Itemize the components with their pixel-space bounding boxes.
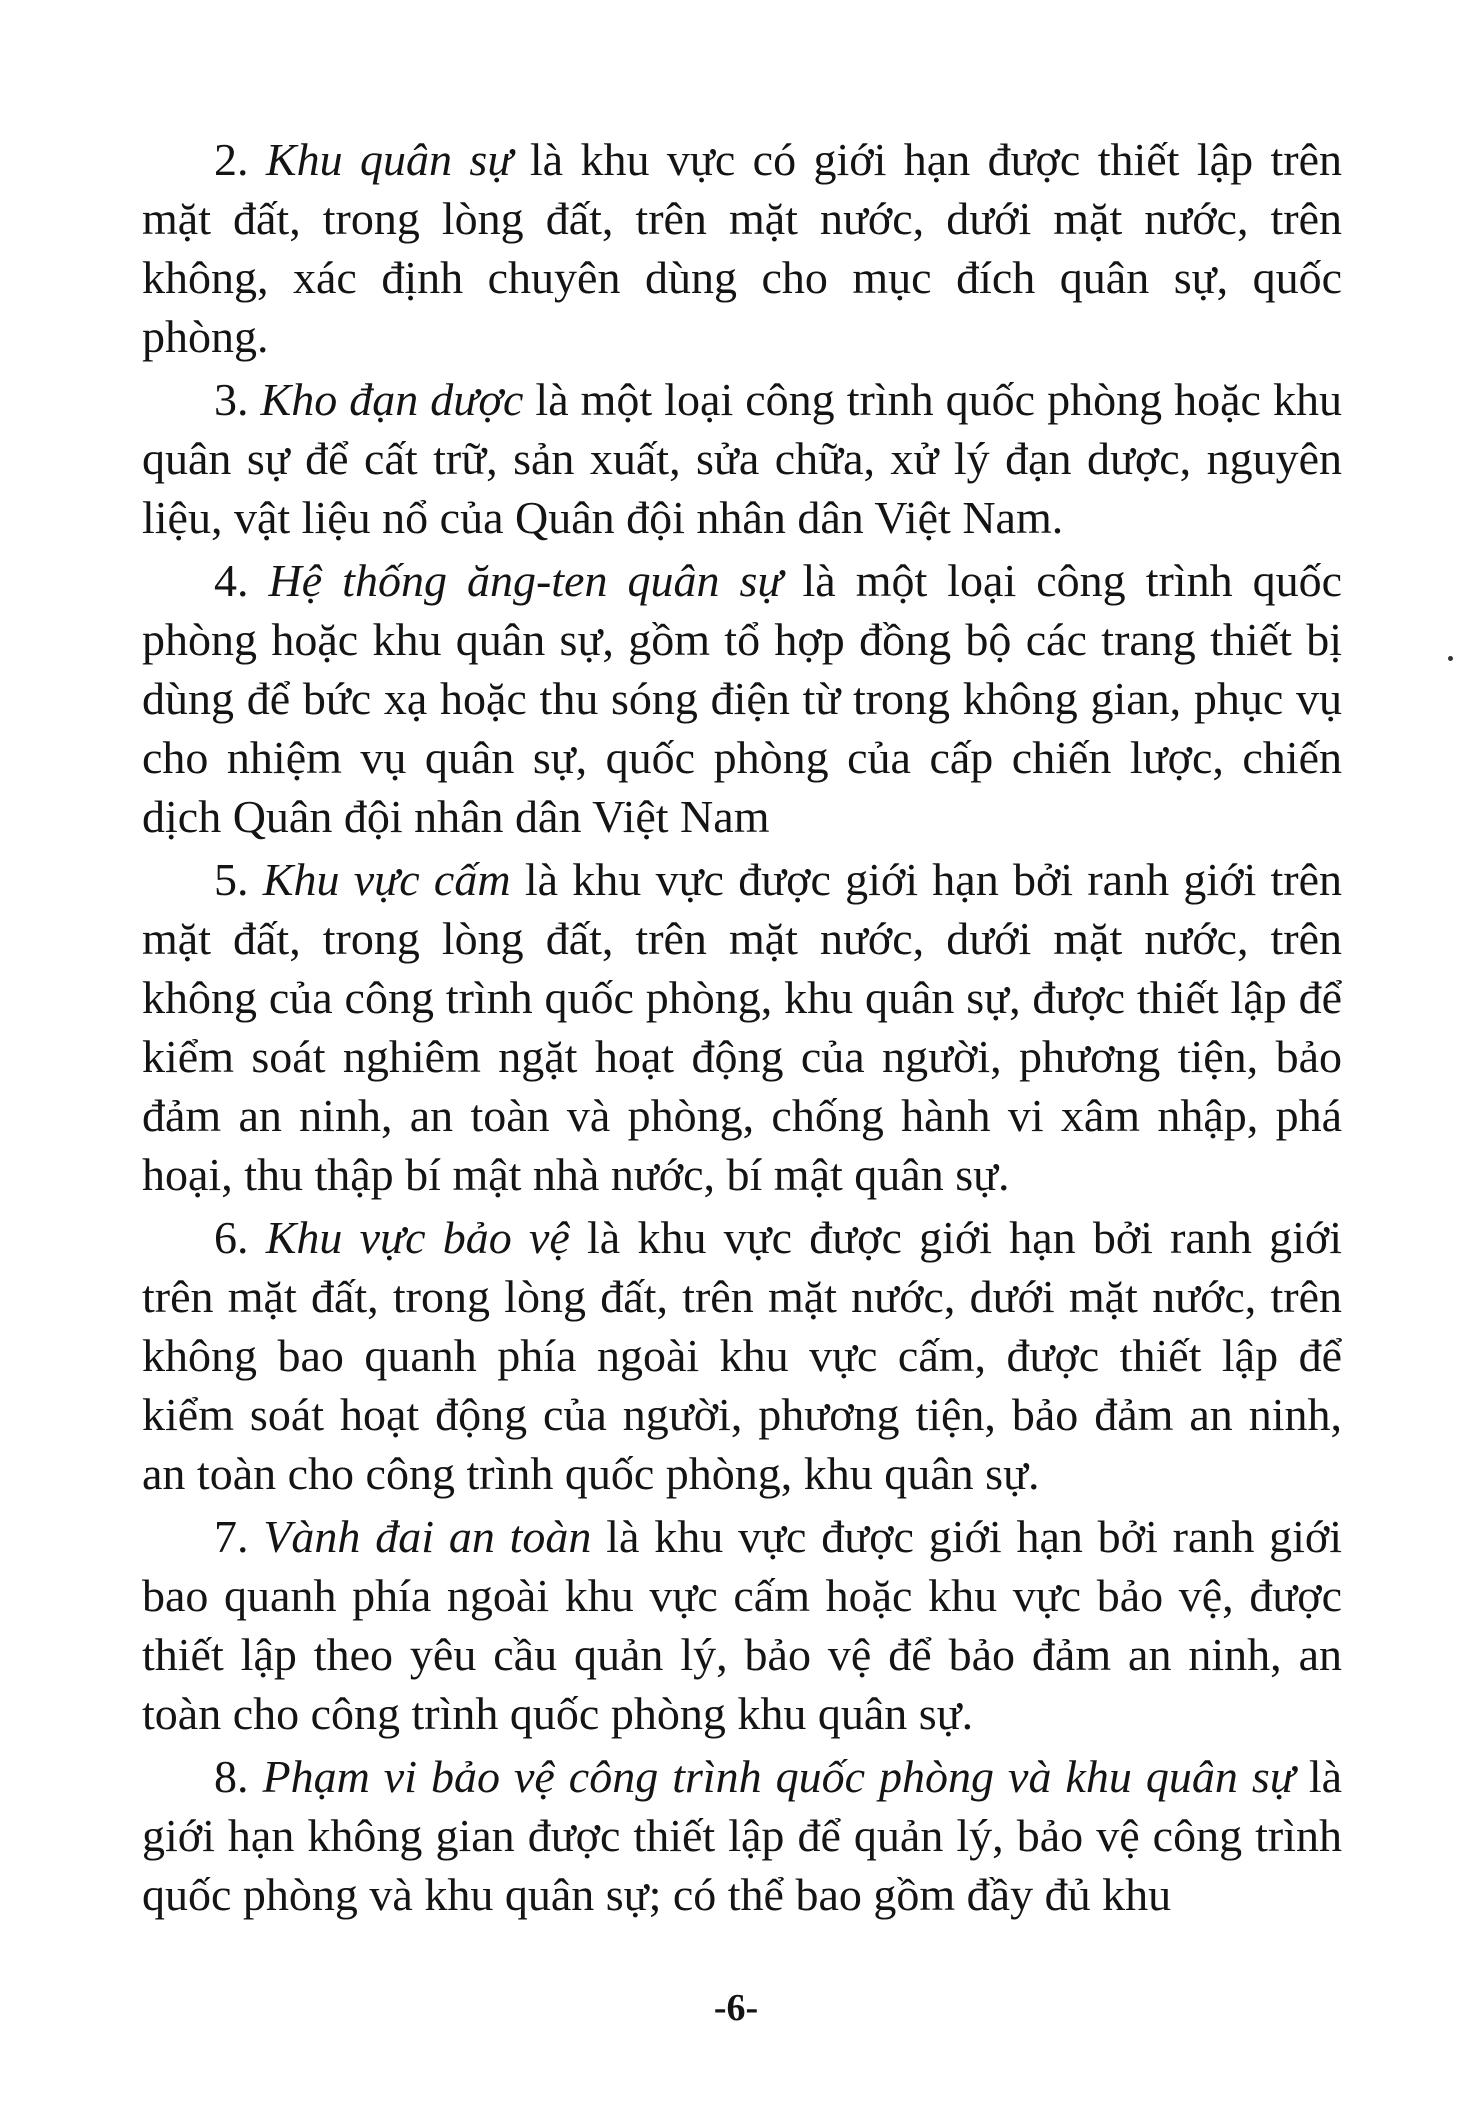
item-number: 4. xyxy=(214,555,249,606)
page-number: -6- xyxy=(713,1987,759,2029)
definition-paragraph-8 xyxy=(142,1747,1342,1924)
definition-paragraph-7 xyxy=(142,1507,1342,1743)
item-number: 7. xyxy=(214,1511,249,1562)
defined-term: Khu vực cấm xyxy=(262,854,511,905)
definition-paragraph-4 xyxy=(142,551,1342,846)
definition-text: là một loại công trình quốc phòng hoặc khu quân sự để cất trữ, sản xuất, sửa chữa, xử lý đạn dược, nguyên liệu, vật liệu nổ của Quân đội nhân dân Việt Nam. xyxy=(142,374,1343,543)
defined-term: Khu quân sự xyxy=(265,134,513,185)
definition-text: là khu vực được giới hạn bởi ranh giới trên mặt đất, trong lòng đất, trên mặt nước, dưới mặt nước, trên không bao quanh phía ngoài khu vực cấm, được thiết lập để kiểm soát hoạt động của người, phương tiện, bảo đảm an ninh, an toàn cho công trình quốc phòng, khu quân sự. xyxy=(142,1212,1343,1499)
defined-term: Hệ thống ăng-ten quân sự xyxy=(268,555,783,606)
item-number: 2. xyxy=(214,134,249,185)
definition-paragraph-6 xyxy=(142,1208,1342,1503)
definition-paragraph-3 xyxy=(142,370,1342,547)
item-number: 8. xyxy=(214,1751,249,1802)
item-number: 3. xyxy=(214,374,249,425)
defined-term: Khu vực bảo vệ xyxy=(265,1212,570,1263)
item-number: 6. xyxy=(214,1212,249,1263)
defined-term: Kho đạn dược xyxy=(260,374,524,425)
defined-term: Vành đai an toàn xyxy=(263,1511,592,1562)
scan-speck xyxy=(1448,656,1453,661)
definition-paragraph-5 xyxy=(142,850,1342,1204)
definition-text: là giới hạn không gian được thiết lập để quản lý, bảo vệ công trình quốc phòng và khu quân sự; có thể bao gồm đầy đủ khu xyxy=(142,1751,1343,1920)
defined-term: Phạm vi bảo vệ công trình quốc phòng và khu quân sự xyxy=(262,1751,1295,1802)
definition-text: là khu vực có giới hạn được thiết lập trên mặt đất, trong lòng đất, trên mặt nước, dưới mặt nước, trên không, xác định chuyên dùng cho mục đích quân sự, quốc phòng. xyxy=(142,134,1343,362)
definition-text: là khu vực được giới hạn bởi ranh giới trên mặt đất, trong lòng đất, trên mặt nước, dưới mặt nước, trên không của công trình quốc phòng, khu quân sự, được thiết lập để kiểm soát nghiêm ngặt hoạt động của người, phương tiện, bảo đảm an ninh, an toàn và phòng, chống hành vi xâm nhập, phá hoại, thu thập bí mật nhà nước, bí mật quân sự. xyxy=(142,854,1343,1200)
definition-text: là khu vực được giới hạn bởi ranh giới bao quanh phía ngoài khu vực cấm hoặc khu vực bảo vệ, được thiết lập theo yêu cầu quản lý, bảo vệ để bảo đảm an ninh, an toàn cho công trình quốc phòng khu quân sự. xyxy=(142,1511,1343,1739)
definition-paragraph-2 xyxy=(142,130,1342,366)
document-page xyxy=(142,130,1342,1928)
item-number: 5. xyxy=(214,854,249,905)
definition-text: là một loại công trình quốc phòng hoặc khu quân sự, gồm tổ hợp đồng bộ các trang thiết bị dùng để bức xạ hoặc thu sóng điện từ trong không gian, phục vụ cho nhiệm vụ quân sự, quốc phòng của cấp chiến lược, chiến dịch Quân đội nhân dân Việt Nam xyxy=(142,555,1342,842)
